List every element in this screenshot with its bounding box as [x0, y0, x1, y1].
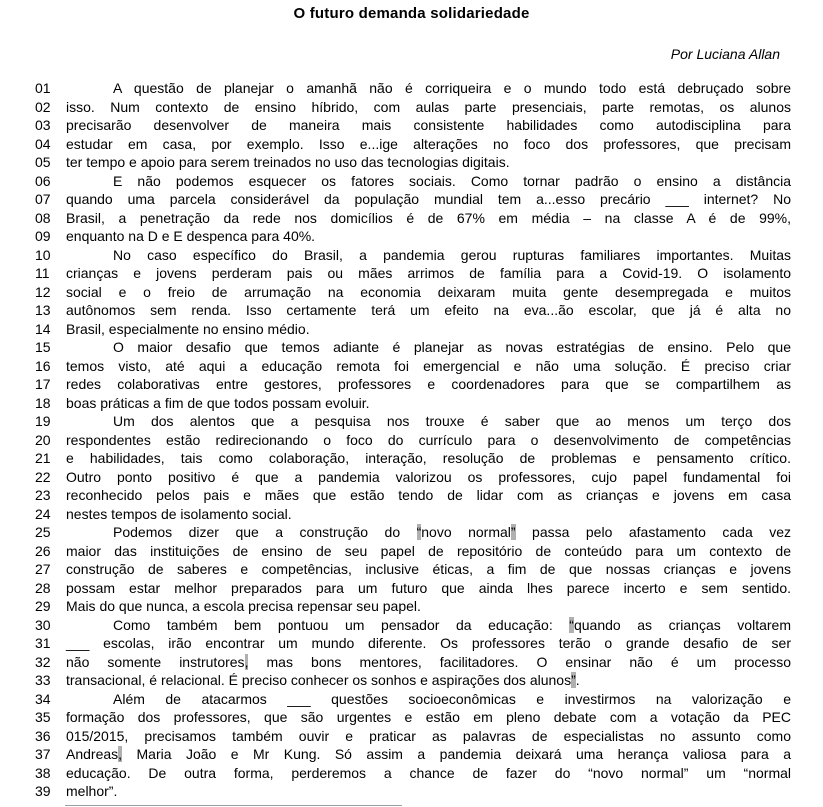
line-text: social e o freio de arrumação na economia deixaram muita gente desempregada e muitos [66, 283, 791, 300]
line-number: 17 [35, 376, 51, 392]
line-text: enquanto na D e E despenca para 40%. [66, 228, 316, 244]
line-text: boas práticas a fim de que todos possam evoluir. [66, 394, 370, 411]
line-number: 15 [35, 339, 51, 355]
line-number: 06 [35, 172, 51, 189]
line-number: 36 [35, 727, 51, 744]
line-text: redes colaborativas entre gestores, professores e coordenadores para que se compartilhem as [66, 376, 791, 392]
text-line [35, 227, 823, 246]
text-line [35, 98, 823, 117]
line-number: 22 [35, 468, 51, 485]
line-number: 38 [35, 764, 51, 781]
line-number: 13 [35, 302, 51, 318]
text-line [35, 523, 823, 542]
text-line [35, 579, 823, 598]
line-text: melhor”. [66, 783, 118, 799]
line-number: 02 [35, 98, 51, 115]
line-text: respondentes estão redirecionando o foco do currículo para o desenvolvimento de competências [66, 431, 791, 448]
text-line [35, 634, 823, 653]
line-text: estudar em casa, por exemplo. Isso e...ige alterações no foco dos professores, que precisam [66, 135, 791, 152]
text-line [35, 209, 823, 228]
text-line [35, 560, 823, 579]
line-number: 08 [35, 209, 51, 226]
text-line [35, 172, 823, 191]
line-text: No caso específico do Brasil, a pandemia gerou rupturas familiares importantes. Muitas [113, 246, 791, 263]
text-line [35, 782, 823, 801]
text-line [35, 301, 823, 320]
line-text: possam estar melhor preparados para um futuro que ainda lhes parece incerto e sem sentido. [66, 579, 791, 596]
line-number: 10 [35, 246, 51, 263]
line-number: 32 [35, 653, 51, 670]
line-text: Mais do que nunca, a escola precisa repensar seu papel. [66, 598, 421, 614]
line-number: 19 [35, 413, 51, 429]
highlighted-char: “ [416, 524, 422, 540]
text-body [0, 79, 823, 801]
line-text: Podemos dizer que a construção do “novo normal” passa pelo afastamento cada vez [113, 524, 792, 540]
text-line [35, 468, 823, 487]
line-text: Um dos alentos que a pesquisa nos trouxe é saber que ao menos um terço dos [113, 413, 791, 429]
line-text: educação. De outra forma, perderemos a chance de fazer do “novo normal” um “normal [66, 764, 791, 781]
line-text: crianças e jovens perderam pais ou mães arrimos de família para a Covid-19. O isolamento [66, 265, 791, 281]
line-number: 05 [35, 154, 51, 170]
text-line [35, 727, 823, 746]
text-line [35, 431, 823, 450]
text-line [35, 375, 823, 394]
line-number: 24 [35, 505, 51, 522]
text-line [35, 708, 823, 727]
text-line [35, 505, 823, 524]
line-text: Brasil, especialmente no ensino médio. [66, 320, 310, 337]
line-text: reconhecido pelos pais e mães que estão tendo de lidar com as crianças e jovens em casa [66, 487, 791, 503]
line-number: 30 [35, 616, 51, 633]
line-number: 12 [35, 283, 51, 300]
highlighted-char: ” [571, 672, 576, 688]
line-number: 31 [35, 635, 51, 651]
line-number: 25 [35, 524, 51, 540]
text-line [35, 412, 823, 431]
highlighted-char: ” [510, 524, 516, 540]
line-number: 14 [35, 320, 51, 337]
line-text: maior das instituições de ensino de seu papel de repositório de conteúdo para um contexto de [66, 542, 791, 559]
line-text: não somente instrutores, mas bons mentores, facilitadores. O ensinar não é um processo [66, 653, 791, 670]
line-number: 16 [35, 357, 51, 374]
line-text: Outro ponto positivo é que a pandemia valorizou os professores, cujo papel fundamental foi [66, 468, 791, 485]
line-text: nestes tempos de isolamento social. [66, 505, 292, 522]
line-text: A questão de planejar o amanhã não é corriqueira e o mundo todo está debruçado sobre [113, 80, 791, 96]
line-number: 07 [35, 191, 51, 207]
line-number: 23 [35, 487, 51, 503]
highlighted-char: “ [569, 616, 574, 633]
line-text: temos visto, até aqui a educação remota foi emergencial e não uma solução. É preciso criar [66, 357, 791, 374]
text-line [35, 653, 823, 672]
text-line [35, 357, 823, 376]
text-line [35, 135, 823, 154]
line-number: 01 [35, 80, 51, 96]
line-number: 29 [35, 598, 51, 614]
line-text: formação dos professores, que são urgentes e estão em pleno debate com a votação da PEC [66, 709, 791, 725]
line-number: 37 [35, 746, 51, 762]
text-line [35, 79, 823, 98]
text-line [35, 616, 823, 635]
text-line [35, 394, 823, 413]
text-line [35, 283, 823, 302]
text-line [35, 190, 823, 209]
line-text: ___ escolas, irão encontrar um mundo diferente. Os professores terão o grande desafio de ser [66, 635, 791, 651]
line-text: e habilidades, tais como colaboração, interação, resolução de problemas e pensamento crítico. [66, 450, 791, 466]
line-text: ter tempo e apoio para serem treinados no uso das tecnologias digitais. [66, 154, 510, 170]
line-text: Além de atacarmos ___ questões socioeconômicas e investirmos na valorização e [113, 690, 791, 707]
text-line [35, 745, 823, 764]
text-line [35, 671, 823, 690]
text-line [35, 264, 823, 283]
text-line [35, 338, 823, 357]
line-text: autônomos sem renda. Isso certamente terá um efeito na eva...ão escolar, que já é alta no [66, 302, 791, 318]
line-text: construção de saberes e competências, inclusive éticas, a fim de que nossas crianças e jovens [66, 561, 791, 577]
text-line [35, 542, 823, 561]
text-line [35, 153, 823, 172]
line-text: transacional, é relacional. É preciso conhecer os sonhos e aspirações dos alunos”. [66, 672, 580, 688]
text-line [35, 486, 823, 505]
line-number: 09 [35, 228, 51, 244]
byline: Por Luciana Allan [670, 46, 780, 62]
document-title: O futuro demanda solidariedade [293, 5, 530, 22]
line-number: 27 [35, 561, 51, 577]
text-line [35, 690, 823, 709]
line-text: precisarão desenvolver de maneira mais consistente habilidades como autodisciplina para [66, 117, 791, 133]
highlighted-char: , [244, 653, 249, 670]
line-number: 35 [35, 709, 51, 725]
line-number: 18 [35, 394, 51, 411]
line-text: quando uma parcela considerável da população mundial tem a...esso precário ___ internet? No [66, 191, 791, 207]
text-line [35, 449, 823, 468]
line-number: 21 [35, 450, 51, 466]
line-text: isso. Num contexto de ensino híbrido, com aulas parte presenciais, parte remotas, os alunos [66, 98, 791, 115]
text-line [35, 597, 823, 616]
line-number: 03 [35, 117, 51, 133]
line-number: 34 [35, 690, 51, 707]
line-number: 28 [35, 579, 51, 596]
line-text: 015/2015, precisamos também ouvir e praticar as palavras de especialistas no assunto como [66, 727, 791, 744]
line-text: Brasil, a penetração da rede nos domicílios é de 67% em média – na classe A é de 99%, [66, 209, 791, 226]
line-number: 11 [35, 265, 50, 281]
line-number: 33 [35, 672, 51, 688]
text-line [35, 246, 823, 265]
line-text: Andreas, Maria João e Mr Kung. Só assim a pandemia deixará uma herança valiosa para a [66, 746, 791, 762]
text-line [35, 320, 823, 339]
text-line [35, 116, 823, 135]
line-text: E não podemos esquecer os fatores sociais. Como tornar padrão o ensino a distância [113, 172, 791, 189]
line-number: 39 [35, 783, 51, 799]
line-text: O maior desafio que temos adiante é planejar as novas estratégias de ensino. Pelo que [113, 339, 791, 355]
line-text: Como também bem pontuou um pensador da educação: “quando as crianças voltarem [113, 616, 791, 633]
line-number: 20 [35, 431, 51, 448]
line-number: 26 [35, 542, 51, 559]
text-line [35, 764, 823, 783]
line-number: 04 [35, 135, 51, 152]
highlighted-char: , [118, 746, 123, 762]
bottom-rule [65, 805, 402, 806]
